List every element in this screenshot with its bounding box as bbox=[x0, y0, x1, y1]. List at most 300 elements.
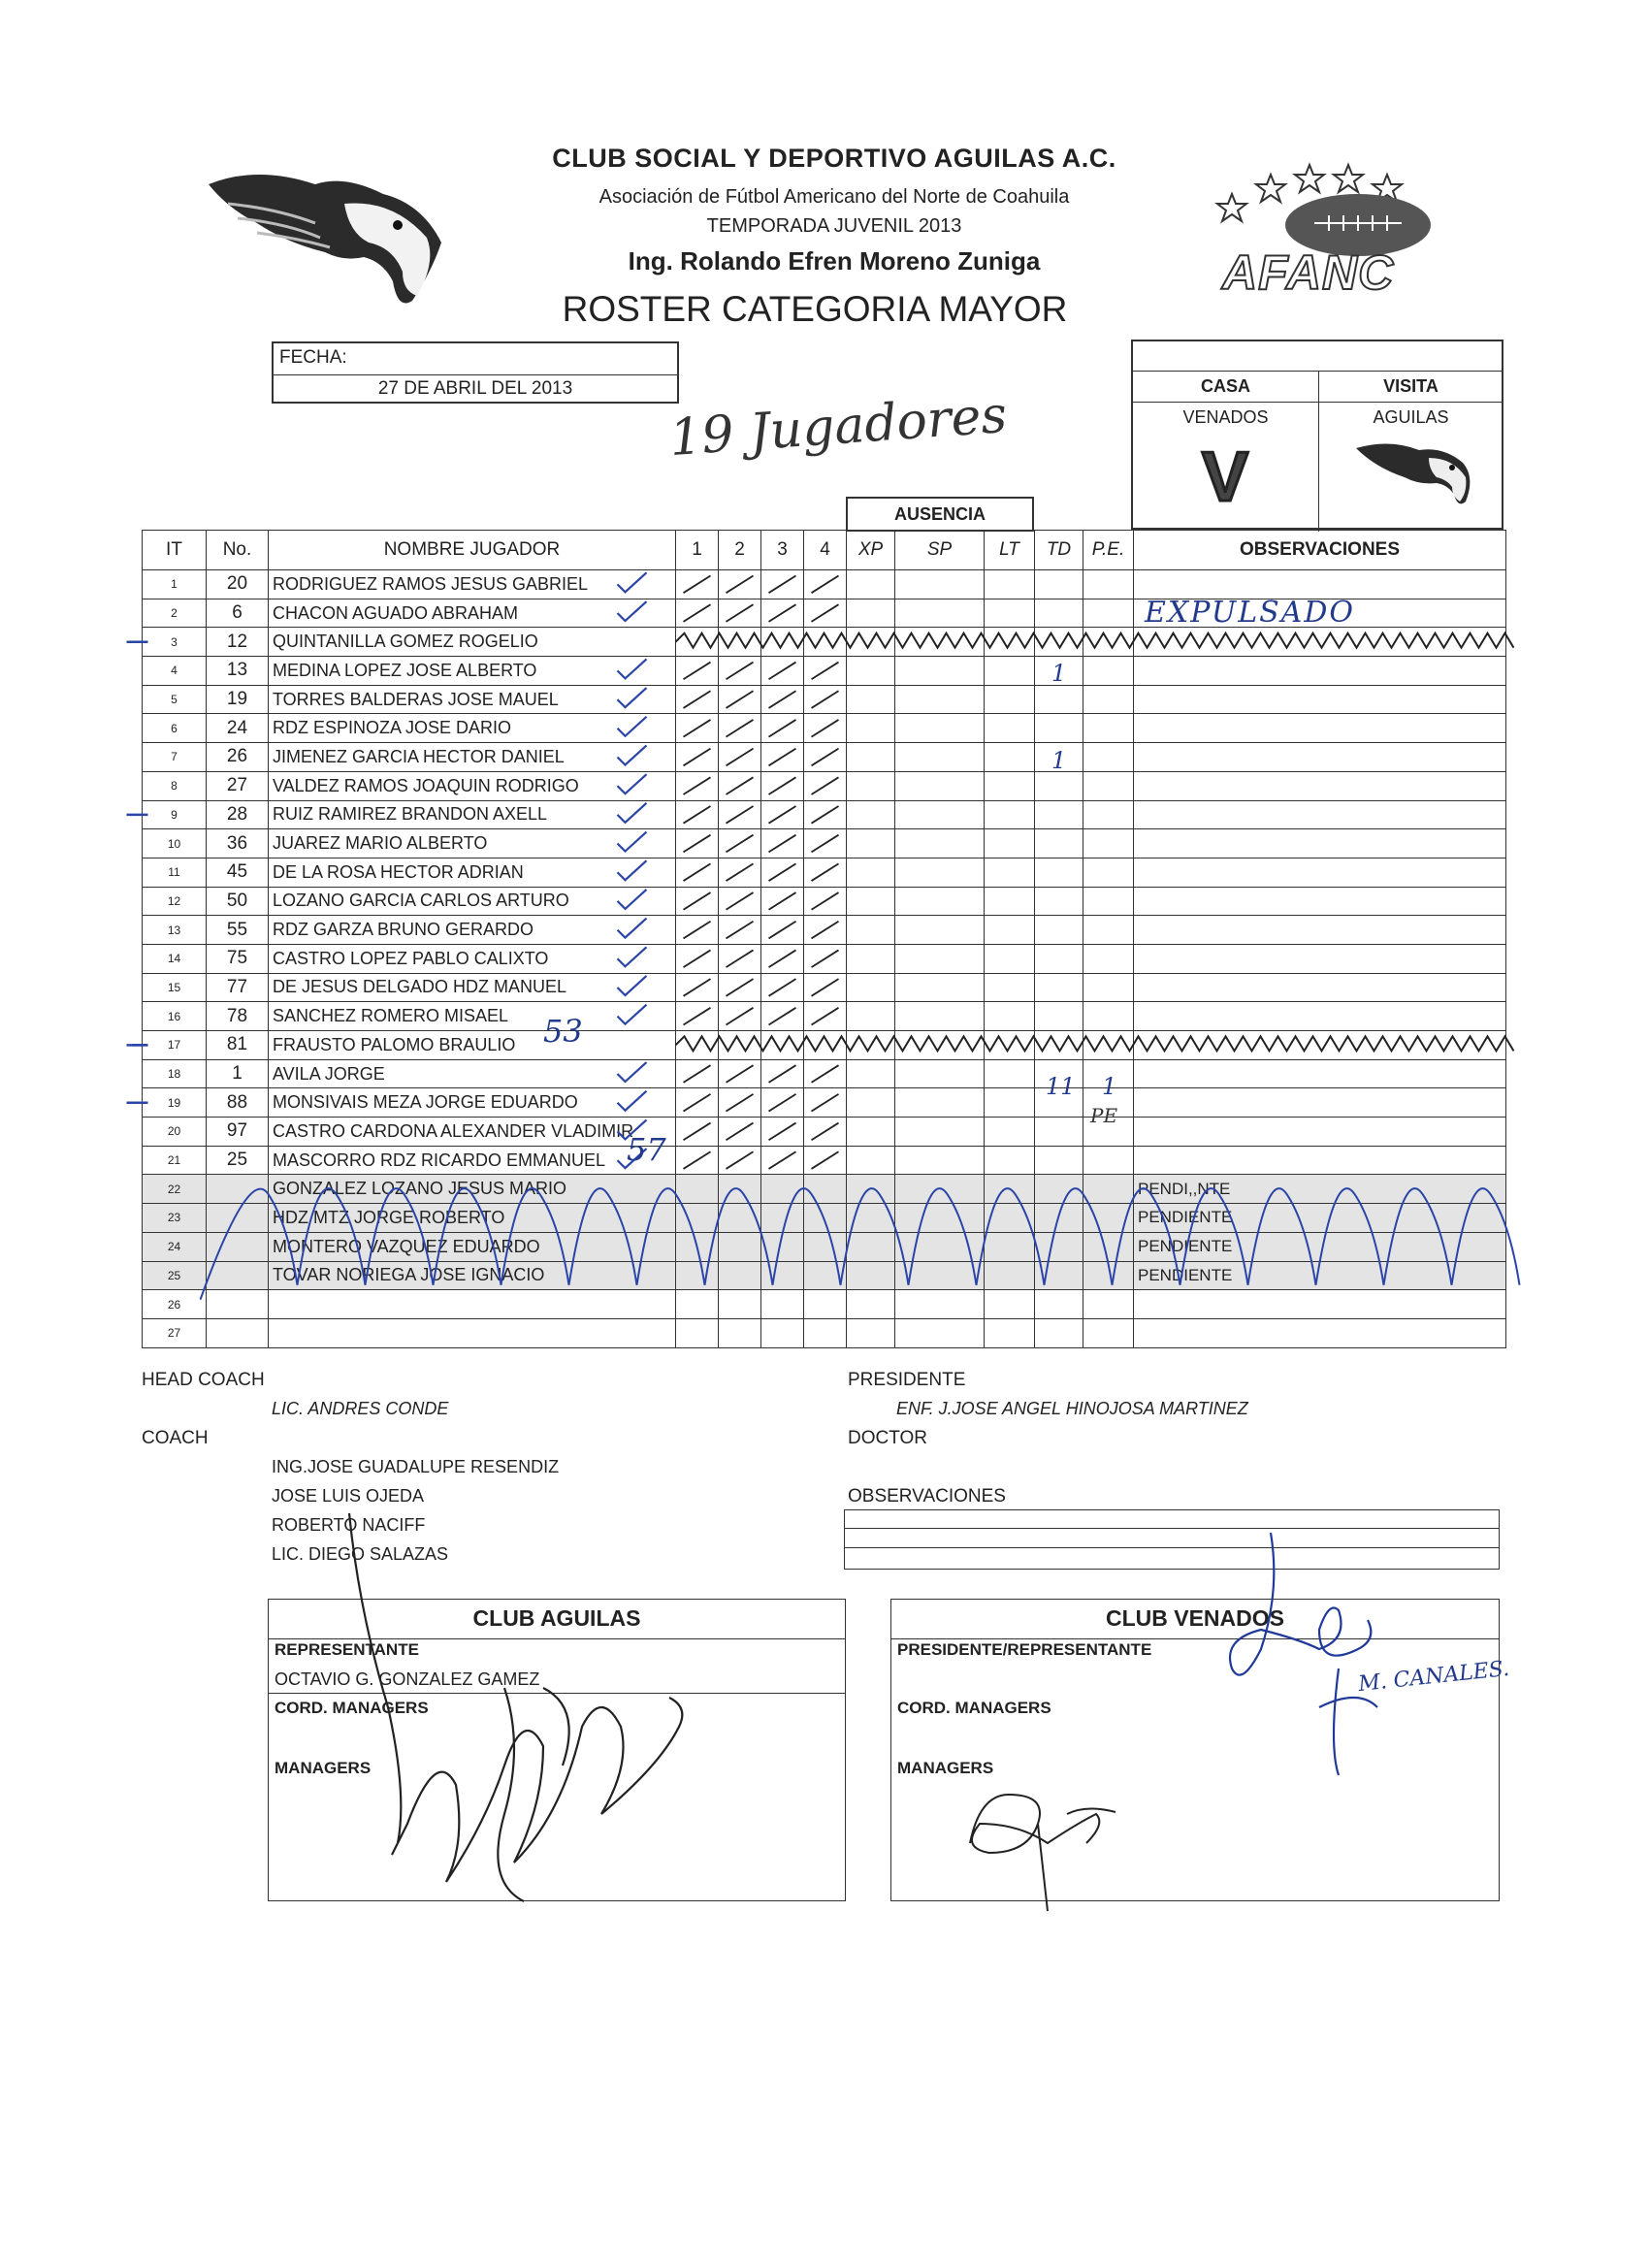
club-aguilas-box bbox=[268, 1599, 846, 1901]
row-observaciones: PENDIENTE bbox=[1134, 1232, 1506, 1261]
row-cell-sp bbox=[895, 685, 985, 714]
row-cell-q4 bbox=[804, 1059, 847, 1088]
row-it: 3 bbox=[143, 628, 207, 657]
row-cell-pe bbox=[1083, 887, 1134, 916]
row-player-name: SANCHEZ ROMERO MISAEL bbox=[269, 1002, 676, 1031]
row-cell-q1 bbox=[676, 1031, 719, 1060]
casa-label: CASA bbox=[1200, 376, 1250, 396]
row-cell-q4 bbox=[804, 916, 847, 945]
row-cell-q1 bbox=[676, 887, 719, 916]
row-cell-q2 bbox=[719, 1204, 761, 1233]
row-player-name bbox=[269, 1318, 676, 1347]
observaciones-lines bbox=[844, 1509, 1500, 1570]
row-observaciones bbox=[1134, 771, 1506, 800]
col-header-q4: 4 bbox=[804, 531, 847, 570]
row-it: 15 bbox=[143, 973, 207, 1002]
row-cell-sp bbox=[895, 570, 985, 599]
row-cell-pe bbox=[1083, 973, 1134, 1002]
row-it: 12 bbox=[143, 887, 207, 916]
row-player-name: RODRIGUEZ RAMOS JESUS GABRIEL bbox=[269, 570, 676, 599]
row-it: 26 bbox=[143, 1290, 207, 1319]
row-cell-q4 bbox=[804, 1261, 847, 1290]
row-cell-q1 bbox=[676, 1318, 719, 1347]
row-cell-q4 bbox=[804, 1088, 847, 1118]
row-cell-q3 bbox=[761, 657, 804, 686]
table-row bbox=[143, 916, 1506, 945]
row-cell-q4 bbox=[804, 1318, 847, 1347]
row-cell-sp bbox=[895, 1146, 985, 1175]
row-cell-sp bbox=[895, 858, 985, 887]
row-cell-q4 bbox=[804, 800, 847, 829]
row-observaciones: PENDIENTE bbox=[1134, 1204, 1506, 1233]
row-cell-sp bbox=[895, 829, 985, 859]
row-cell-q3 bbox=[761, 1031, 804, 1060]
row-cell-q1 bbox=[676, 1118, 719, 1147]
col-header-it: IT bbox=[143, 531, 207, 570]
row-observaciones bbox=[1134, 1318, 1506, 1347]
coach-4: LIC. DIEGO SALAZAS bbox=[272, 1544, 449, 1564]
row-player-name: GONZALEZ LOZANO JESUS MARIO bbox=[269, 1175, 676, 1204]
row-cell-xp bbox=[847, 1088, 895, 1118]
table-row bbox=[143, 858, 1506, 887]
row-cell-q4 bbox=[804, 570, 847, 599]
row-observaciones bbox=[1134, 1118, 1506, 1147]
row-number: 28 bbox=[207, 800, 269, 829]
row-cell-q1 bbox=[676, 1204, 719, 1233]
row-observaciones bbox=[1134, 800, 1506, 829]
row-cell-sp bbox=[895, 1031, 985, 1060]
table-row bbox=[143, 1232, 1506, 1261]
obs-line-2 bbox=[845, 1547, 1499, 1548]
row-observaciones bbox=[1134, 1088, 1506, 1118]
row-cell-xp bbox=[847, 599, 895, 628]
row-observaciones bbox=[1134, 714, 1506, 743]
row-cell-q2 bbox=[719, 800, 761, 829]
handwritten-player-count: 19 Jugadores bbox=[667, 385, 1009, 469]
row-it: 11 bbox=[143, 858, 207, 887]
club-title: CLUB SOCIAL Y DEPORTIVO AGUILAS A.C. bbox=[552, 144, 1116, 173]
row-it: 27 bbox=[143, 1318, 207, 1347]
row-observaciones bbox=[1134, 1290, 1506, 1319]
table-row bbox=[143, 1118, 1506, 1147]
row-cell-q3 bbox=[761, 714, 804, 743]
row-it: 17 bbox=[143, 1031, 207, 1060]
row-number: 12 bbox=[207, 628, 269, 657]
row-cell-lt bbox=[985, 743, 1035, 772]
row-it: 8 bbox=[143, 771, 207, 800]
club-venados-title: CLUB VENADOS bbox=[1105, 1605, 1284, 1631]
row-cell-sp bbox=[895, 628, 985, 657]
row-it: 20 bbox=[143, 1118, 207, 1147]
row-cell-lt bbox=[985, 1261, 1035, 1290]
row-cell-xp bbox=[847, 1031, 895, 1060]
table-row bbox=[143, 570, 1506, 599]
row-cell-pe bbox=[1083, 628, 1134, 657]
row-cell-q1 bbox=[676, 599, 719, 628]
observaciones-footer-label: OBSERVACIONES bbox=[848, 1486, 1006, 1507]
pe-mark-row19: PE bbox=[1090, 1104, 1118, 1127]
row-observaciones bbox=[1134, 657, 1506, 686]
row-cell-td bbox=[1035, 628, 1083, 657]
row-cell-td bbox=[1035, 1290, 1083, 1319]
row-cell-q2 bbox=[719, 1002, 761, 1031]
table-row bbox=[143, 1146, 1506, 1175]
table-row bbox=[143, 1318, 1506, 1347]
row-number: 77 bbox=[207, 973, 269, 1002]
row-cell-xp bbox=[847, 858, 895, 887]
visita-team: AGUILAS bbox=[1373, 407, 1449, 427]
row-cell-pe bbox=[1083, 1290, 1134, 1319]
row-cell-q3 bbox=[761, 973, 804, 1002]
row-player-name: CASTRO CARDONA ALEXANDER VLADIMIR bbox=[269, 1118, 676, 1147]
row-cell-td bbox=[1035, 1261, 1083, 1290]
row-it: 21 bbox=[143, 1146, 207, 1175]
casa-team: VENADOS bbox=[1182, 407, 1269, 427]
row-cell-q2 bbox=[719, 1031, 761, 1060]
venados-divider-1 bbox=[891, 1638, 1499, 1639]
row-number: 55 bbox=[207, 916, 269, 945]
row-cell-q2 bbox=[719, 1118, 761, 1147]
row-cell-lt bbox=[985, 1146, 1035, 1175]
row-player-name: CHACON AGUADO ABRAHAM bbox=[269, 599, 676, 628]
row-cell-q4 bbox=[804, 1146, 847, 1175]
row-cell-q1 bbox=[676, 1002, 719, 1031]
row-cell-pe bbox=[1083, 743, 1134, 772]
row-cell-td bbox=[1035, 714, 1083, 743]
row-cell-q1 bbox=[676, 1232, 719, 1261]
row-cell-q4 bbox=[804, 599, 847, 628]
row-observaciones bbox=[1134, 1059, 1506, 1088]
row-cell-td bbox=[1035, 1318, 1083, 1347]
table-row bbox=[143, 829, 1506, 859]
row-cell-pe bbox=[1083, 714, 1134, 743]
row-cell-td bbox=[1035, 829, 1083, 859]
row-cell-q3 bbox=[761, 1290, 804, 1319]
row-cell-q4 bbox=[804, 887, 847, 916]
row-cell-sp bbox=[895, 1261, 985, 1290]
row-cell-xp bbox=[847, 944, 895, 973]
row-number: 88 bbox=[207, 1088, 269, 1118]
row-cell-q2 bbox=[719, 771, 761, 800]
row-cell-sp bbox=[895, 973, 985, 1002]
row-cell-q4 bbox=[804, 714, 847, 743]
row-cell-td bbox=[1035, 1146, 1083, 1175]
row-it: 2 bbox=[143, 599, 207, 628]
row-it: 14 bbox=[143, 944, 207, 973]
row-cell-q3 bbox=[761, 916, 804, 945]
venados-logo-letter: V bbox=[1201, 438, 1249, 516]
row-cell-q1 bbox=[676, 1146, 719, 1175]
row-number: 75 bbox=[207, 944, 269, 973]
aguilas-representante-name: OCTAVIO G. GONZALEZ GAMEZ bbox=[275, 1669, 540, 1689]
row-cell-pe bbox=[1083, 685, 1134, 714]
club-aguilas-title: CLUB AGUILAS bbox=[472, 1605, 641, 1631]
row-cell-q2 bbox=[719, 1175, 761, 1204]
row-cell-sp bbox=[895, 743, 985, 772]
col-header-pe: P.E. bbox=[1083, 531, 1134, 570]
row-it: 16 bbox=[143, 1002, 207, 1031]
venados-presidente-label: PRESIDENTE/REPRESENTANTE bbox=[897, 1640, 1152, 1659]
row-cell-q2 bbox=[719, 685, 761, 714]
row-player-name: DE LA ROSA HECTOR ADRIAN bbox=[269, 858, 676, 887]
row-cell-td bbox=[1035, 685, 1083, 714]
row-cell-q4 bbox=[804, 1175, 847, 1204]
row-player-name: JUAREZ MARIO ALBERTO bbox=[269, 829, 676, 859]
table-row bbox=[143, 685, 1506, 714]
row-cell-td bbox=[1035, 1002, 1083, 1031]
table-row bbox=[143, 1175, 1506, 1204]
row-cell-q4 bbox=[804, 657, 847, 686]
table-row bbox=[143, 1059, 1506, 1088]
roster-header-row bbox=[143, 531, 1506, 570]
row-player-name: JIMENEZ GARCIA HECTOR DANIEL bbox=[269, 743, 676, 772]
col-header-q3: 3 bbox=[761, 531, 804, 570]
row-observaciones bbox=[1134, 685, 1506, 714]
row-cell-q2 bbox=[719, 916, 761, 945]
row-number: 97 bbox=[207, 1118, 269, 1147]
row-observaciones: PENDI,,NTE bbox=[1134, 1175, 1506, 1204]
row-cell-q3 bbox=[761, 628, 804, 657]
row-cell-lt bbox=[985, 685, 1035, 714]
row-observaciones bbox=[1134, 916, 1506, 945]
row-number: 26 bbox=[207, 743, 269, 772]
row-cell-q4 bbox=[804, 1290, 847, 1319]
row-cell-q3 bbox=[761, 1261, 804, 1290]
row-observaciones bbox=[1134, 628, 1506, 657]
row-cell-q1 bbox=[676, 570, 719, 599]
row-cell-pe bbox=[1083, 1318, 1134, 1347]
row-cell-xp bbox=[847, 743, 895, 772]
row-it: 23 bbox=[143, 1204, 207, 1233]
row-cell-q1 bbox=[676, 685, 719, 714]
row-cell-q3 bbox=[761, 800, 804, 829]
row-cell-q3 bbox=[761, 685, 804, 714]
row-cell-sp bbox=[895, 887, 985, 916]
row-cell-xp bbox=[847, 1175, 895, 1204]
col-header-no: No. bbox=[207, 531, 269, 570]
presidente-label: PRESIDENTE bbox=[848, 1370, 966, 1390]
eagle-logo-icon bbox=[199, 165, 451, 320]
row-player-name: VALDEZ RAMOS JOAQUIN RODRIGO bbox=[269, 771, 676, 800]
venados-signature-name: M. CANALES. bbox=[1357, 1656, 1511, 1698]
row-cell-q1 bbox=[676, 1088, 719, 1118]
row-cell-xp bbox=[847, 1059, 895, 1088]
afanc-logo bbox=[1203, 155, 1465, 301]
row-cell-lt bbox=[985, 771, 1035, 800]
row-cell-q4 bbox=[804, 944, 847, 973]
table-row bbox=[143, 1204, 1506, 1233]
row-cell-pe bbox=[1083, 916, 1134, 945]
table-row bbox=[143, 628, 1506, 657]
row-player-name: RDZ ESPINOZA JOSE DARIO bbox=[269, 714, 676, 743]
row-number: 27 bbox=[207, 771, 269, 800]
row-cell-q2 bbox=[719, 743, 761, 772]
row-cell-pe bbox=[1083, 944, 1134, 973]
row-cell-q1 bbox=[676, 858, 719, 887]
row-player-name: DE JESUS DELGADO HDZ MANUEL bbox=[269, 973, 676, 1002]
row-cell-q2 bbox=[719, 973, 761, 1002]
row-cell-sp bbox=[895, 1118, 985, 1147]
row-cell-lt bbox=[985, 829, 1035, 859]
row-cell-q3 bbox=[761, 1204, 804, 1233]
row-cell-xp bbox=[847, 1204, 895, 1233]
row-cell-pe bbox=[1083, 657, 1134, 686]
row-cell-q2 bbox=[719, 1146, 761, 1175]
row-number bbox=[207, 1261, 269, 1290]
row-cell-sp bbox=[895, 1290, 985, 1319]
row-cell-lt bbox=[985, 944, 1035, 973]
row-cell-lt bbox=[985, 1318, 1035, 1347]
row-cell-q3 bbox=[761, 887, 804, 916]
row-cell-q3 bbox=[761, 1002, 804, 1031]
row-cell-pe bbox=[1083, 599, 1134, 628]
row-cell-lt bbox=[985, 1175, 1035, 1204]
row-cell-td bbox=[1035, 570, 1083, 599]
row-cell-q2 bbox=[719, 887, 761, 916]
row-cell-q3 bbox=[761, 858, 804, 887]
row-cell-q4 bbox=[804, 1118, 847, 1147]
row-it: 22 bbox=[143, 1175, 207, 1204]
row-player-name: TORRES BALDERAS JOSE MAUEL bbox=[269, 685, 676, 714]
row-cell-q3 bbox=[761, 1059, 804, 1088]
row-cell-q3 bbox=[761, 1232, 804, 1261]
row-cell-q3 bbox=[761, 944, 804, 973]
coach-2: JOSE LUIS OJEDA bbox=[272, 1486, 425, 1506]
row-cell-sp bbox=[895, 599, 985, 628]
row-cell-td bbox=[1035, 1031, 1083, 1060]
row-cell-lt bbox=[985, 1232, 1035, 1261]
coach-1: ING.JOSE GUADALUPE RESENDIZ bbox=[272, 1457, 560, 1476]
row-player-name: QUINTANILLA GOMEZ ROGELIO bbox=[269, 628, 676, 657]
row-cell-sp bbox=[895, 1318, 985, 1347]
col-header-name: NOMBRE JUGADOR bbox=[269, 531, 676, 570]
row-cell-pe bbox=[1083, 1232, 1134, 1261]
row-cell-q2 bbox=[719, 1088, 761, 1118]
row-cell-sp bbox=[895, 1002, 985, 1031]
row-cell-td bbox=[1035, 887, 1083, 916]
row-cell-q1 bbox=[676, 1175, 719, 1204]
row-cell-xp bbox=[847, 887, 895, 916]
row-player-name: LOZANO GARCIA CARLOS ARTURO bbox=[269, 887, 676, 916]
row-cell-sp bbox=[895, 714, 985, 743]
row-cell-td bbox=[1035, 1232, 1083, 1261]
coach-3: ROBERTO NACIFF bbox=[272, 1515, 426, 1535]
row-cell-q2 bbox=[719, 829, 761, 859]
row-cell-pe bbox=[1083, 1146, 1134, 1175]
row-number: 50 bbox=[207, 887, 269, 916]
row-cell-lt bbox=[985, 1088, 1035, 1118]
table-row bbox=[143, 1290, 1506, 1319]
afanc-logo-text: AFANC bbox=[1222, 245, 1395, 300]
row-cell-pe bbox=[1083, 1002, 1134, 1031]
row-it: 7 bbox=[143, 743, 207, 772]
row-player-name: MEDINA LOPEZ JOSE ALBERTO bbox=[269, 657, 676, 686]
row-cell-sp bbox=[895, 1059, 985, 1088]
table-row bbox=[143, 771, 1506, 800]
row-it: 1 bbox=[143, 570, 207, 599]
row-cell-td bbox=[1035, 858, 1083, 887]
row-cell-q3 bbox=[761, 1118, 804, 1147]
table-row bbox=[143, 973, 1506, 1002]
row-cell-q1 bbox=[676, 771, 719, 800]
table-row bbox=[143, 1261, 1506, 1290]
row-cell-pe bbox=[1083, 1175, 1134, 1204]
row-cell-td bbox=[1035, 916, 1083, 945]
row-it: 4 bbox=[143, 657, 207, 686]
row-cell-xp bbox=[847, 570, 895, 599]
row-cell-q1 bbox=[676, 944, 719, 973]
row-cell-xp bbox=[847, 1290, 895, 1319]
obs-line-1 bbox=[845, 1528, 1499, 1529]
col-header-q2: 2 bbox=[719, 531, 761, 570]
td-mark-row18: 11 bbox=[1046, 1073, 1076, 1100]
row-player-name: AVILA JORGE bbox=[269, 1059, 676, 1088]
row-cell-lt bbox=[985, 858, 1035, 887]
row-cell-q1 bbox=[676, 916, 719, 945]
coach-label: COACH bbox=[142, 1428, 209, 1448]
visita-label: VISITA bbox=[1383, 376, 1439, 396]
row-cell-xp bbox=[847, 771, 895, 800]
row-player-name: MASCORRO RDZ RICARDO EMMANUEL bbox=[269, 1146, 676, 1175]
row-cell-lt bbox=[985, 657, 1035, 686]
club-venados-box bbox=[890, 1599, 1500, 1901]
row-cell-q4 bbox=[804, 1002, 847, 1031]
matchup-divider-h bbox=[1133, 371, 1502, 372]
row-player-name: MONSIVAIS MEZA JORGE EDUARDO bbox=[269, 1088, 676, 1118]
row-number: 20 bbox=[207, 570, 269, 599]
row-number: 78 bbox=[207, 1002, 269, 1031]
row-observaciones bbox=[1134, 858, 1506, 887]
head-coach-label: HEAD COACH bbox=[142, 1370, 265, 1390]
col-header-td: TD bbox=[1035, 531, 1083, 570]
row-cell-pe bbox=[1083, 771, 1134, 800]
absence-label: AUSENCIA bbox=[893, 504, 986, 524]
row-cell-td bbox=[1035, 1175, 1083, 1204]
row-cell-pe bbox=[1083, 570, 1134, 599]
pe-mark-row18: 1 bbox=[1102, 1073, 1117, 1100]
row-cell-xp bbox=[847, 714, 895, 743]
aguilas-divider-2 bbox=[269, 1693, 845, 1694]
row-cell-q4 bbox=[804, 1031, 847, 1060]
row-it: 18 bbox=[143, 1059, 207, 1088]
row-cell-sp bbox=[895, 800, 985, 829]
row-cell-xp bbox=[847, 1232, 895, 1261]
row-player-name: TOVAR NORIEGA JOSE IGNACIO bbox=[269, 1261, 676, 1290]
row-cell-q4 bbox=[804, 743, 847, 772]
row-player-name: RDZ GARZA BRUNO GERARDO bbox=[269, 916, 676, 945]
roster-title: ROSTER CATEGORIA MAYOR bbox=[562, 289, 1068, 329]
table-row bbox=[143, 944, 1506, 973]
row-number: 13 bbox=[207, 657, 269, 686]
matchup-box bbox=[1131, 340, 1504, 530]
row-cell-q3 bbox=[761, 570, 804, 599]
row-cell-q2 bbox=[719, 1232, 761, 1261]
fecha-divider bbox=[274, 374, 677, 375]
row-cell-xp bbox=[847, 1261, 895, 1290]
row-cell-lt bbox=[985, 916, 1035, 945]
row-observaciones bbox=[1134, 887, 1506, 916]
row-cell-sp bbox=[895, 916, 985, 945]
row-cell-q1 bbox=[676, 714, 719, 743]
row-cell-xp bbox=[847, 1002, 895, 1031]
row-cell-q1 bbox=[676, 628, 719, 657]
row-cell-q1 bbox=[676, 973, 719, 1002]
row-cell-lt bbox=[985, 599, 1035, 628]
row-cell-q4 bbox=[804, 1232, 847, 1261]
fecha-value: 27 DE ABRIL DEL 2013 bbox=[377, 378, 573, 399]
row-number: 6 bbox=[207, 599, 269, 628]
row-cell-q1 bbox=[676, 1290, 719, 1319]
